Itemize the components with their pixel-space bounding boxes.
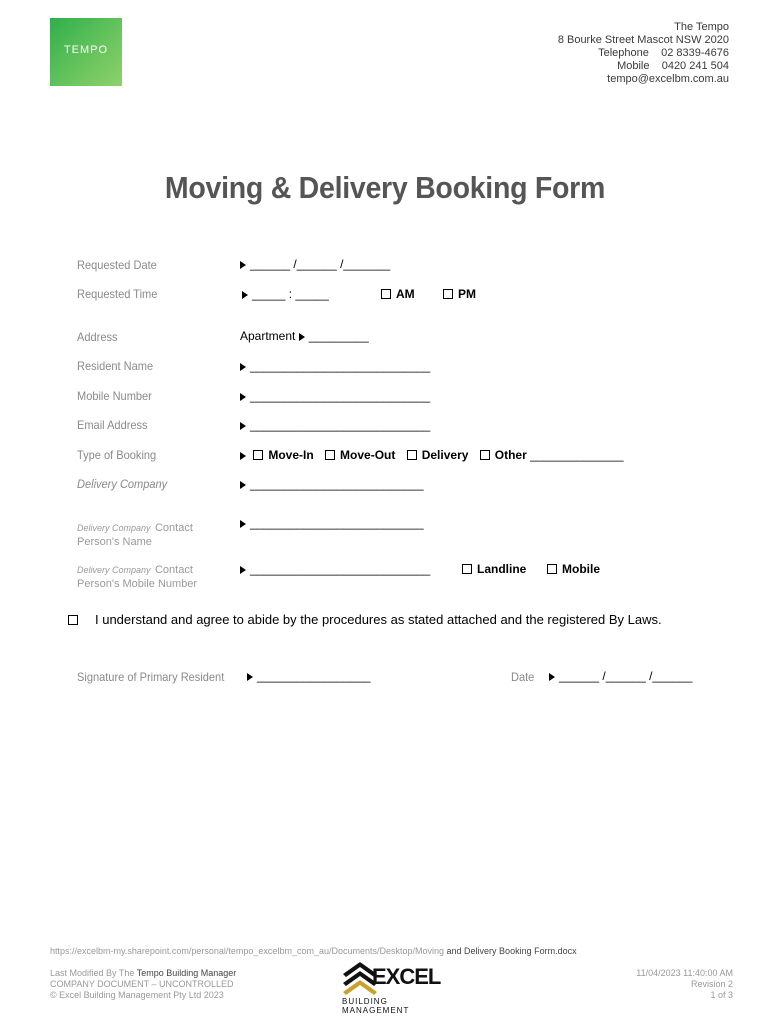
footer-right [636,968,733,1001]
field-marker-icon [240,566,246,574]
mobile-label: Mobile [562,562,600,576]
checkbox-icon [325,450,335,460]
document-path [50,946,577,956]
contact-name-label-rest: Contact [154,522,193,534]
excel-logo-word: EXCEL [372,964,441,989]
field-marker-icon [240,363,246,371]
address-field[interactable] [240,329,369,343]
apartment-blank: _________ [308,329,369,343]
agreement-checkbox[interactable] [68,612,685,628]
page-title: Moving & Delivery Booking Form [164,170,606,205]
contact-mobile-label [77,562,197,591]
checkbox-icon [407,450,417,460]
checkbox-icon [253,450,263,460]
field-marker-icon [247,673,253,681]
landline-checkbox[interactable] [462,562,526,576]
signature-date-label: Date [511,670,535,684]
move-in-checkbox[interactable] [253,448,313,462]
email-address-field[interactable] [240,418,430,432]
delivery-checkbox[interactable] [407,448,469,462]
footer-modified-by: Last Modified By The [50,968,135,978]
requested-time-label: Requested Time [77,287,158,301]
field-marker-icon [240,393,246,401]
footer-datetime: 11/04/2023 11:40:00 AM [636,968,733,978]
footer-copyright: © Excel Building Management Pty Ltd 2023 [50,990,224,1000]
apartment-label: Apartment [240,329,296,343]
field-marker-icon [299,333,305,341]
document-path-part2: and Delivery Booking Form.docx [446,946,577,956]
delivery-company-label: Delivery Company [77,477,168,491]
type-of-booking-field [240,448,624,462]
footer-modified-name: Tempo Building Manager [136,968,237,978]
document-path-part1: https://excelbm-my.sharepoint.com/personal/tempo_excelbm_com_au/Documents/Desktop/Moving [50,946,445,956]
other-checkbox[interactable] [480,448,527,462]
contact-mobile-field[interactable] [240,562,430,576]
email-address-label: Email Address [77,418,148,432]
am-label: AM [396,287,415,301]
field-marker-icon [242,291,248,299]
checkbox-icon [381,289,391,299]
resident-name-label: Resident Name [77,359,154,373]
checkbox-icon [547,564,557,574]
address-line: Telephone 02 8339-4676 [598,47,729,59]
footer-doc-status: COMPANY DOCUMENT – UNCONTROLLED [50,979,234,989]
field-marker-icon [549,673,555,681]
field-marker-icon [240,422,246,430]
mobile-number-field[interactable] [240,389,430,403]
landline-label: Landline [477,562,527,576]
footer-page-number: 1 of 3 [710,990,733,1000]
delivery-company-field[interactable] [240,477,424,491]
other-blank[interactable]: ______________ [530,448,624,462]
type-of-booking-label: Type of Booking [77,448,157,462]
address-line: 8 Bourke Street Mascot NSW 2020 [557,34,729,46]
checkbox-icon [480,450,490,460]
mobile-number-label: Mobile Number [77,389,152,403]
field-marker-icon [240,520,246,528]
signature-blank: _________________ [257,669,371,683]
move-out-label: Move-Out [340,448,396,462]
checkbox-icon [443,289,453,299]
requested-date-field[interactable] [240,257,390,271]
contact-mobile-label-italic: Delivery Company [77,565,151,575]
email-address-blank: ___________________________ [250,418,431,432]
delivery-label: Delivery [421,448,469,462]
agreement-text: I understand and agree to abide by the procedures as stated attached and the registered By Laws. [95,612,662,627]
field-marker-icon [240,261,246,269]
checkbox-icon [462,564,472,574]
signature-field[interactable] [247,669,370,683]
address-label: Address [77,330,118,344]
address-line: Mobile 0420 241 504 [617,60,729,72]
move-in-label: Move-In [268,448,314,462]
contact-mobile-blank: ___________________________ [250,562,431,576]
address-line: tempo@excelbm.com.au [607,73,729,85]
requested-time-field[interactable] [242,287,329,301]
pm-checkbox[interactable] [443,287,476,301]
resident-name-field[interactable] [240,359,430,373]
resident-name-blank: ___________________________ [250,359,431,373]
requested-time-blank: _____ : _____ [252,287,329,301]
contact-name-label-italic: Delivery Company [77,523,151,533]
contact-name-label [77,520,193,549]
signature-label: Signature of Primary Resident [77,670,225,684]
footer-revision: Revision 2 [690,979,733,989]
address-line: The Tempo [674,21,729,33]
signature-date-blank: ______ /______ /______ [559,669,693,683]
contact-name-blank: __________________________ [250,516,424,530]
mobile-number-blank: ___________________________ [250,389,431,403]
signature-date-field[interactable] [549,669,692,683]
tempo-logo-text: TEMPO [63,44,109,56]
requested-date-blank: ______ /______ /_______ [250,257,391,271]
contact-name-label-line2: Person's Name [77,536,152,548]
am-checkbox[interactable] [381,287,415,301]
excel-logo [340,960,448,1015]
company-address [558,21,729,86]
pm-label: PM [458,287,476,301]
contact-mobile-label-line2: Person's Mobile Number [77,578,198,590]
tempo-logo [50,18,122,86]
other-label: Other [494,448,527,462]
mobile-checkbox[interactable] [547,562,600,576]
field-marker-icon [240,452,246,460]
contact-mobile-label-rest: Contact [154,564,193,576]
footer-left [50,968,236,1001]
field-marker-icon [240,481,246,489]
move-out-checkbox[interactable] [325,448,395,462]
excel-logo-sub: BUILDING MANAGEMENT [342,997,410,1015]
checkbox-icon [68,615,78,625]
requested-date-label: Requested Date [77,258,157,272]
delivery-company-blank: __________________________ [250,477,424,491]
contact-name-field[interactable] [240,516,424,530]
